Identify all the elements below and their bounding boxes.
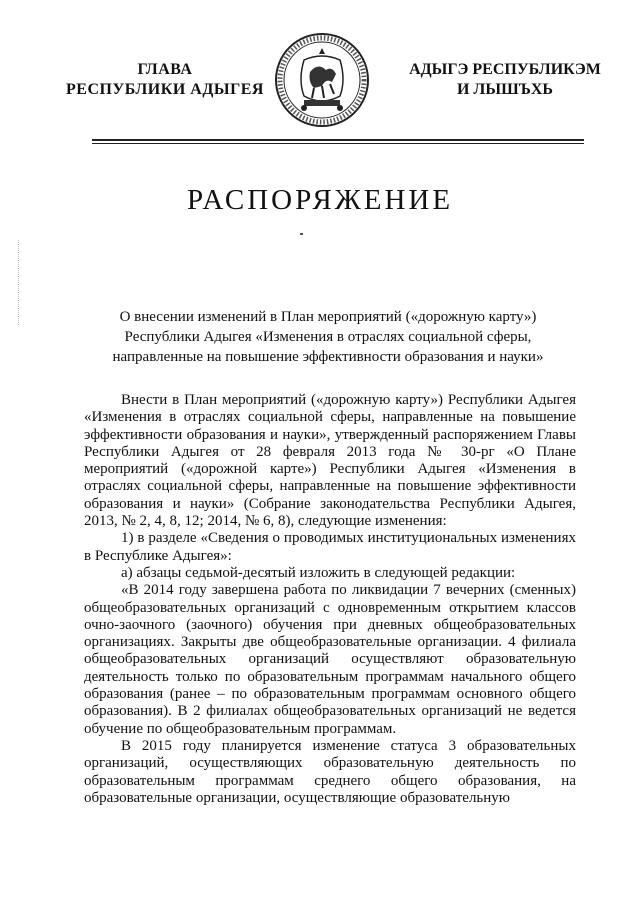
margin-marks	[18, 240, 19, 325]
body-paragraph-quote-2014: «В 2014 году завершена работа по ликвидации 7 вечерних (сменных) общеобразовательных организаций с одновременным открытием классов очно-заочного (заочного) обучения при дневных общеобразовательных организациях. Закрыты две общеобразовательные организации. 4 филиала общеобразовательных организаций осуществляют образовательную деятельность только по образовательным программам начального общего образования (ранее – по образовательным программам основного общего образования). В 2 филиалах общеобразовательных организаций не ведется обучение по общеобразовательным программам.	[84, 582, 576, 737]
body-paragraph-item1: 1) в разделе «Сведения о проводимых институциональных изменениях в Республике Адыгея»:	[84, 530, 576, 564]
document-subject	[80, 307, 576, 367]
issuer-title-line1: ГЛАВА	[137, 61, 193, 78]
subject-line1: О внесении изменений в План мероприятий («дорожную карту»)	[119, 309, 537, 325]
issuer-block-russian	[40, 60, 290, 100]
header-rule-thick	[92, 139, 584, 141]
issuer-block-adyghe	[385, 60, 625, 100]
document-body	[84, 392, 576, 807]
body-paragraph-2015: В 2015 году планируется изменение статуса 3 образовательных организаций, осуществляющих образовательную деятельность по образовательным программам среднего общего образования, на образовательные организации, осуществляющие образовательную	[84, 737, 576, 806]
scan-speck	[300, 233, 303, 235]
subject-line3: направленные на повышение эффективности образования и науки»	[112, 349, 544, 365]
subject-line2: Республики Адыгея «Изменения в отраслях социальной сферы,	[124, 329, 532, 345]
header-rule-thin	[92, 143, 584, 144]
coat-of-arms-icon	[274, 32, 370, 128]
issuer-title-adyghe-line2: И ЛЫШЪХЬ	[456, 81, 554, 98]
document-title: РАСПОРЯЖЕНИЕ	[186, 184, 454, 216]
issuer-title-line2: РЕСПУБЛИКИ АДЫГЕЯ	[66, 81, 264, 98]
body-paragraph-subitem-a: а) абзацы седьмой-десятый изложить в следующей редакции:	[121, 564, 516, 581]
issuer-title-adyghe-line1: АДЫГЭ РЕСПУБЛИКЭМ	[409, 61, 601, 78]
body-paragraph-intro: Внести в План мероприятий («дорожную карту») Республики Адыгея «Изменения в отраслях социальной сферы, направленные на повышение эффективности образования и науки», утвержденный распоряжением Главы Республики Адыгея от 28 февраля 2013 года № 30-рг «О Плане мероприятий («дорожной карте») Республики Адыгея «Изменения в отраслях социальной сферы, направленные на повышение эффективности образования и науки» (Собрание законодательства Республики Адыгея, 2013, № 2, 4, 8, 12; 2014, № 6, 8), следующие изменения:	[84, 392, 576, 530]
